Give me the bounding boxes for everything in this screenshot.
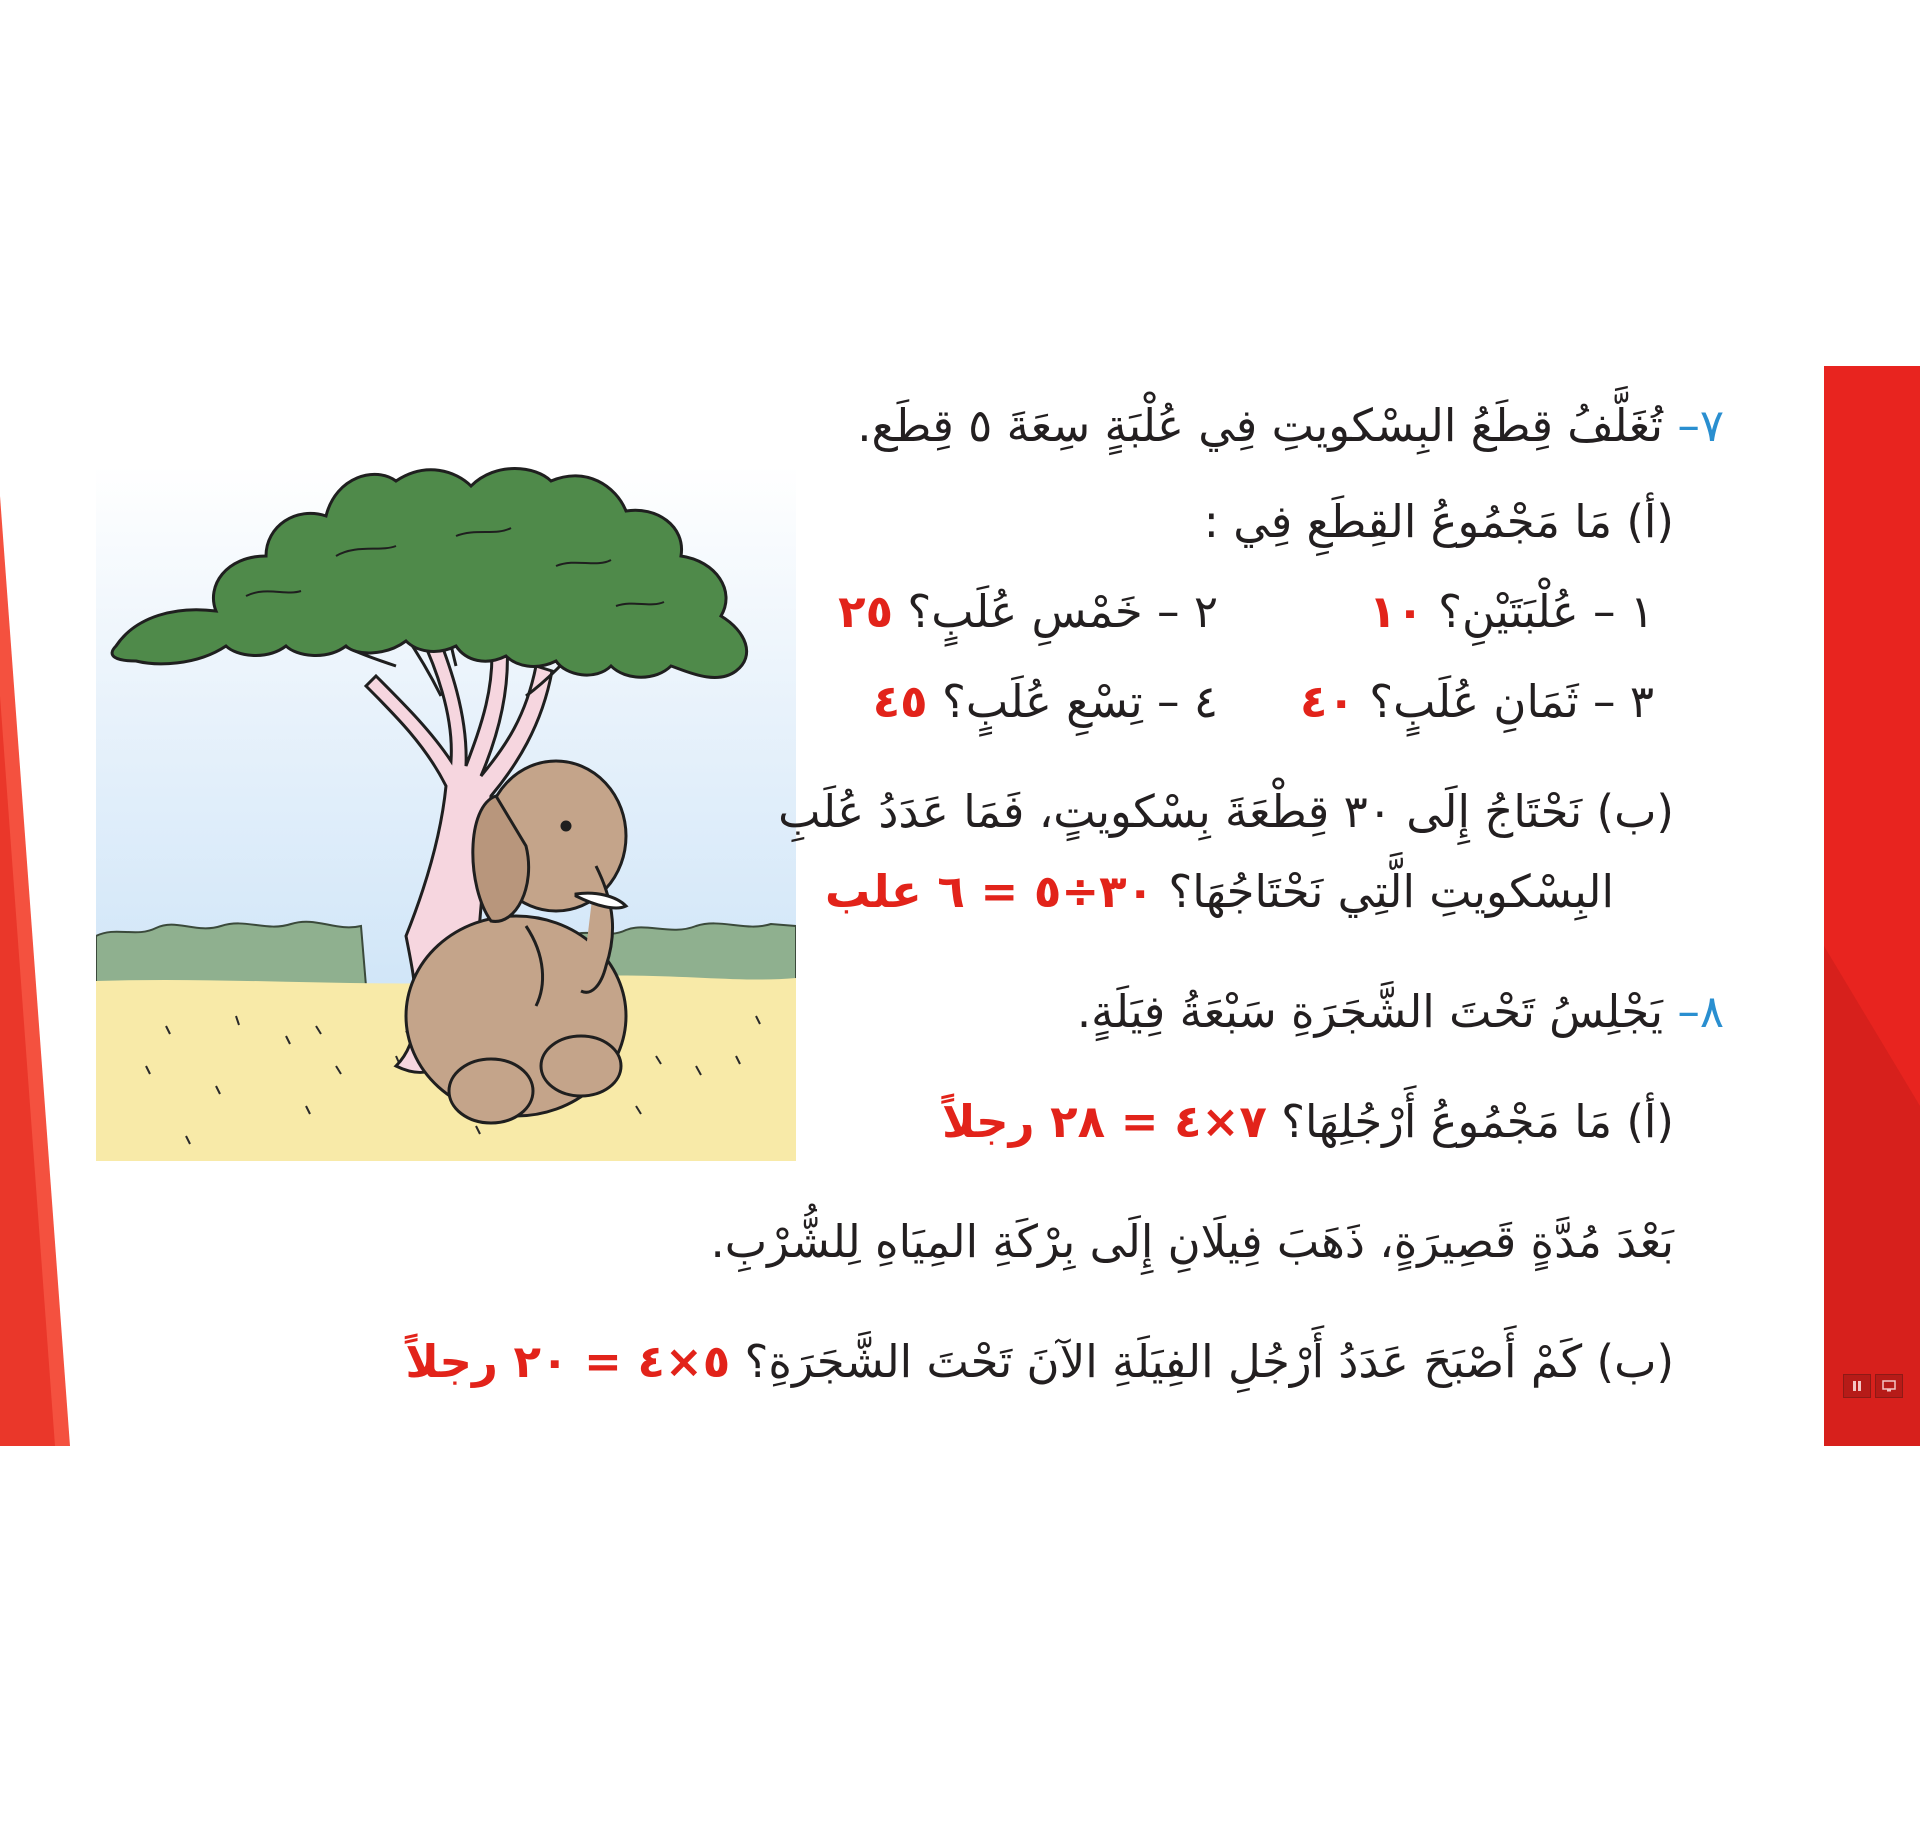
question-7b-line-1: (ب) نَحْتَاجُ إِلَى ٣٠ قِطْعَةَ بِسْكويتٍ، فَمَا عَدَدُ عُلَبِ (778, 785, 1674, 838)
pause-button[interactable] (1843, 1374, 1871, 1398)
question-7a-item-3 (1300, 672, 1654, 732)
question-8b-text: (ب) كَمْ أَصْبَحَ عَدَدُ أَرْجُلِ الفِيَلَةِ الآنَ تَحْتَ الشَّجَرَةِ؟ (744, 1335, 1674, 1388)
item-2-text: ٢ – خَمْسِ عُلَبٍ؟ (907, 585, 1218, 638)
question-7a-item-1 (1369, 582, 1654, 642)
question-7a-item-2 (838, 582, 1218, 642)
right-panel-shading (1824, 366, 1920, 1446)
question-8-text: يَجْلِسُ تَحْتَ الشَّجَرَةِ سَبْعَةُ فِيَلَةٍ. (1076, 985, 1664, 1038)
item-1-answer: ١٠ (1368, 585, 1424, 638)
right-accent-panel (1824, 366, 1920, 1446)
exercise-content (0, 366, 1824, 1446)
screen-button[interactable] (1875, 1374, 1903, 1398)
question-8 (1077, 982, 1724, 1042)
slide (0, 366, 1920, 1446)
pause-icon (1851, 1380, 1863, 1392)
question-8-narrative: بَعْدَ مُدَّةٍ قَصِيرَةٍ، ذَهَبَ فِيلَانِ إِلَى بِرْكَةِ المِيَاهِ لِلشُّرْبِ. (710, 1215, 1674, 1268)
item-4-answer: ٤٥ (872, 675, 928, 728)
question-7-number: ٧– (1677, 399, 1724, 452)
question-8a-answer: ٧×٤ = ٢٨ رجلاً (941, 1095, 1267, 1148)
question-7a-item-4 (873, 672, 1218, 732)
item-3-answer: ٤٠ (1300, 675, 1355, 728)
item-3-text: ٣ – ثَمَانِ عُلَبٍ؟ (1369, 675, 1654, 728)
question-7b-text: البِسْكويتِ الَّتِي نَحْتَاجُهَا؟ (1168, 865, 1614, 918)
item-2-answer: ٢٥ (838, 585, 894, 638)
player-controls (1843, 1374, 1905, 1398)
question-7b-answer: ٣٠÷٥ = ٦ علب (824, 865, 1155, 918)
item-4-text: ٤ – تِسْعِ عُلَبٍ؟ (941, 675, 1218, 728)
question-8b (405, 1332, 1674, 1392)
question-8a (942, 1092, 1674, 1152)
question-7 (857, 396, 1724, 456)
screen-icon (1882, 1380, 1896, 1392)
question-8a-text: (أ) مَا مَجْمُوعُ أَرْجُلِهَا؟ (1281, 1095, 1674, 1148)
question-7a-label: (أ) مَا مَجْمُوعُ القِطَعِ فِي : (1203, 495, 1674, 548)
question-7-text: تُغَلَّفُ قِطَعُ البِسْكويتِ فِي عُلْبَةٍ سِعَةَ ٥ قِطَع. (857, 399, 1664, 452)
item-1-text: ١ – عُلْبَتَيْنِ؟ (1438, 585, 1654, 638)
question-8b-answer: ٥×٤ = ٢٠ رجلاً (405, 1335, 731, 1388)
question-7b-line-2 (825, 862, 1614, 922)
question-8-number: ٨– (1677, 985, 1724, 1038)
